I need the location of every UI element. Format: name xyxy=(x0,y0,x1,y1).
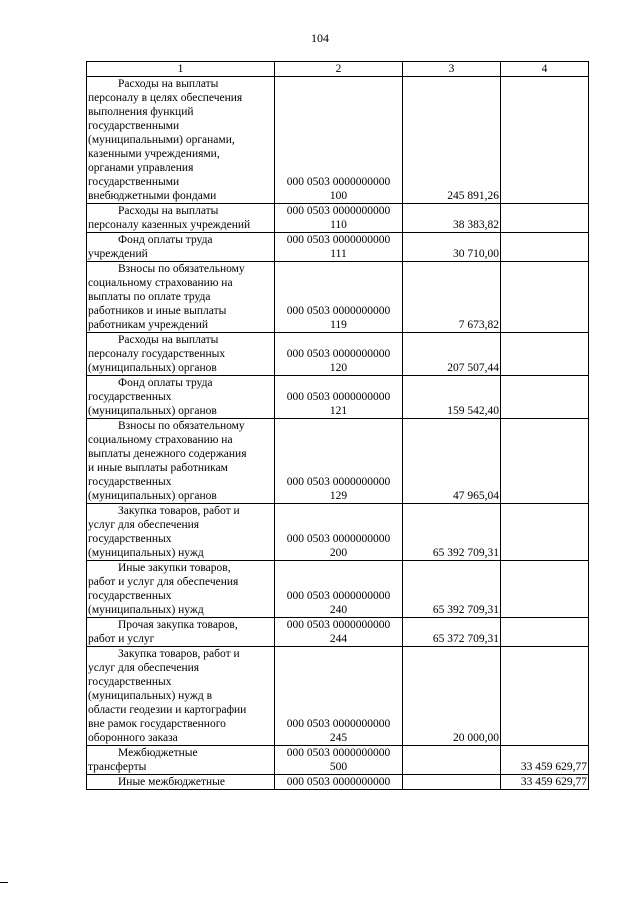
expense-name-line: выполнения функций xyxy=(88,106,194,118)
expense-name xyxy=(87,419,275,504)
expense-name-line: области геодезии и картографии xyxy=(88,704,247,716)
amount-col3: 20 000,00 xyxy=(403,647,501,746)
expense-name-line: Межбюджетные xyxy=(118,747,198,759)
expense-name-line: государственными xyxy=(88,120,180,132)
amount-col3: 30 710,00 xyxy=(403,233,501,262)
expense-name-line: (муниципальных) органов xyxy=(88,405,217,417)
table-row xyxy=(87,262,589,333)
expense-name-line: социальному страхованию на xyxy=(88,277,233,289)
expense-name-line: выплаты по оплате труда xyxy=(88,291,211,303)
expense-name-line: Иные закупки товаров, xyxy=(118,562,231,574)
budget-code-line: 111 xyxy=(330,248,347,260)
expense-name-line: Фонд оплаты труда xyxy=(118,377,213,389)
expense-name-line: Иные межбюджетные xyxy=(118,776,225,788)
table-row xyxy=(87,647,589,746)
budget-code xyxy=(275,419,403,504)
expense-name-line: социальному страхованию на xyxy=(88,434,233,446)
budget-code xyxy=(275,561,403,618)
budget-code-line: 245 xyxy=(329,732,348,744)
budget-code-line: 000 0503 0000000000 xyxy=(286,619,391,631)
expense-name xyxy=(87,746,275,775)
budget-code-line: 200 xyxy=(329,547,348,559)
expense-name-line: (муниципальных) нужд xyxy=(88,547,204,559)
table-row xyxy=(87,561,589,618)
amount-col3: 65 372 709,31 xyxy=(403,618,501,647)
budget-code xyxy=(275,77,403,204)
expense-name-line: Взносы по обязательному xyxy=(118,420,245,432)
budget-code-line: 000 0503 0000000000 xyxy=(286,176,391,188)
amount-col4 xyxy=(501,262,589,333)
table-row xyxy=(87,333,589,376)
budget-code-line: 000 0503 0000000000 xyxy=(286,476,391,488)
table-row xyxy=(87,376,589,419)
expense-name-line: Взносы по обязательному xyxy=(118,263,245,275)
expense-name-line: Закупка товаров, работ и xyxy=(118,505,240,517)
expense-name xyxy=(87,647,275,746)
expense-name-line: органами управления xyxy=(88,162,194,174)
amount-col3: 159 542,40 xyxy=(403,376,501,419)
budget-code-line: 240 xyxy=(329,604,348,616)
expense-name-line: Прочая закупка товаров, xyxy=(118,619,238,631)
budget-code xyxy=(275,233,403,262)
table-row xyxy=(87,204,589,233)
amount-col3 xyxy=(403,775,501,790)
budget-code xyxy=(275,746,403,775)
expense-name-line: выплаты денежного содержания xyxy=(88,448,247,460)
budget-code-line: 110 xyxy=(330,219,347,231)
budget-code-line: 120 xyxy=(329,362,348,374)
budget-code-line: 000 0503 0000000000 xyxy=(286,747,391,759)
budget-code-line: 000 0503 0000000000 xyxy=(286,234,391,246)
expense-name-line: работ и услуг xyxy=(88,633,155,645)
expense-name-line: государственных xyxy=(88,533,172,545)
expense-name-line: государственными xyxy=(88,176,180,188)
budget-code xyxy=(275,647,403,746)
expense-name-line: персоналу государственных xyxy=(88,348,226,360)
amount-col4 xyxy=(501,618,589,647)
amount-col4: 33 459 629,77 xyxy=(501,746,589,775)
expense-name-line: Фонд оплаты труда xyxy=(118,234,213,246)
table-row xyxy=(87,504,589,561)
expense-name-line: работников и иные выплаты xyxy=(88,305,227,317)
expense-name-line: учреждений xyxy=(88,248,148,260)
expense-name-line: государственных xyxy=(88,676,172,688)
page-number: 104 xyxy=(311,31,329,45)
amount-col4 xyxy=(501,77,589,204)
expense-name xyxy=(87,77,275,204)
expense-name-line: трансферты xyxy=(88,761,147,773)
budget-code xyxy=(275,376,403,419)
budget-table xyxy=(86,61,589,790)
amount-col3: 7 673,82 xyxy=(403,262,501,333)
expense-name-line: и иные выплаты работникам xyxy=(88,462,228,474)
amount-col4 xyxy=(501,504,589,561)
amount-col3: 65 392 709,31 xyxy=(403,561,501,618)
amount-col4 xyxy=(501,204,589,233)
amount-col4 xyxy=(501,647,589,746)
expense-name-line: Расходы на выплаты xyxy=(118,78,219,90)
expense-name-line: государственных xyxy=(88,590,172,602)
budget-code-line: 000 0503 0000000000 xyxy=(286,391,391,403)
expense-name-line: (муниципальных) органов xyxy=(88,490,217,502)
budget-code-line: 000 0503 0000000000 xyxy=(286,305,391,317)
amount-col4 xyxy=(501,561,589,618)
budget-code-line: 119 xyxy=(330,319,347,331)
amount-col4 xyxy=(501,333,589,376)
budget-code-line: 100 xyxy=(329,190,348,202)
expense-name xyxy=(87,333,275,376)
expense-name-line: Расходы на выплаты xyxy=(118,205,219,217)
column-header-3: 3 xyxy=(403,62,501,77)
amount-col3: 47 965,04 xyxy=(403,419,501,504)
table-row xyxy=(87,419,589,504)
table-row xyxy=(87,618,589,647)
amount-col4 xyxy=(501,233,589,262)
expense-name-line: работ и услуг для обеспечения xyxy=(88,576,239,588)
expense-name xyxy=(87,618,275,647)
table-row xyxy=(87,746,589,775)
budget-code-line: 000 0503 0000000000 xyxy=(286,776,391,788)
amount-col3: 38 383,82 xyxy=(403,204,501,233)
expense-name-line: оборонного заказа xyxy=(88,732,178,744)
expense-name-line: государственных xyxy=(88,476,172,488)
table-header-row xyxy=(87,62,589,77)
budget-code-line: 121 xyxy=(329,405,348,417)
amount-col3 xyxy=(403,746,501,775)
expense-name-line: персоналу в целях обеспечения xyxy=(88,92,243,104)
budget-code xyxy=(275,262,403,333)
column-header-1: 1 xyxy=(87,62,275,77)
budget-code-line: 244 xyxy=(329,633,348,645)
expense-name-line: (муниципальных) нужд в xyxy=(88,690,213,702)
expense-name-line: (муниципальных) органов xyxy=(88,362,217,374)
amount-col3: 207 507,44 xyxy=(403,333,501,376)
table-row xyxy=(87,775,589,790)
budget-code xyxy=(275,204,403,233)
expense-name xyxy=(87,204,275,233)
expense-name xyxy=(87,262,275,333)
budget-code xyxy=(275,775,403,790)
expense-name-line: (муниципальных) нужд xyxy=(88,604,204,616)
budget-code xyxy=(275,504,403,561)
expense-name xyxy=(87,233,275,262)
table-row xyxy=(87,77,589,204)
amount-col3: 65 392 709,31 xyxy=(403,504,501,561)
column-header-2: 2 xyxy=(275,62,403,77)
budget-code-line: 000 0503 0000000000 xyxy=(286,205,391,217)
budget-code xyxy=(275,618,403,647)
expense-name xyxy=(87,376,275,419)
expense-name xyxy=(87,775,275,790)
budget-code-line: 000 0503 0000000000 xyxy=(286,718,391,730)
expense-name-line: персоналу казенных учреждений xyxy=(88,219,251,231)
budget-code-line: 129 xyxy=(329,490,348,502)
expense-name xyxy=(87,504,275,561)
expense-name-line: вне рамок государственного xyxy=(88,718,226,730)
amount-col4 xyxy=(501,419,589,504)
expense-name-line: государственных xyxy=(88,391,172,403)
amount-col4 xyxy=(501,376,589,419)
expense-name-line: услуг для обеспечения xyxy=(88,519,200,531)
expense-name-line: услуг для обеспечения xyxy=(88,662,200,674)
expense-name-line: казенными учреждениями, xyxy=(88,148,220,160)
amount-col4: 33 459 629,77 xyxy=(501,775,589,790)
amount-col3: 245 891,26 xyxy=(403,77,501,204)
expense-name-line: (муниципальными) органами, xyxy=(88,134,235,146)
table-row xyxy=(87,233,589,262)
expense-name xyxy=(87,561,275,618)
expense-name-line: Закупка товаров, работ и xyxy=(118,648,240,660)
budget-code xyxy=(275,333,403,376)
column-header-4: 4 xyxy=(501,62,589,77)
budget-code-line: 000 0503 0000000000 xyxy=(286,533,391,545)
expense-name-line: Расходы на выплаты xyxy=(118,334,219,346)
budget-code-line: 000 0503 0000000000 xyxy=(286,348,391,360)
expense-name-line: внебюджетными фондами xyxy=(88,190,217,202)
margin-mark xyxy=(0,882,8,883)
budget-code-line: 500 xyxy=(329,761,348,773)
expense-name-line: работникам учреждений xyxy=(88,319,209,331)
budget-code-line: 000 0503 0000000000 xyxy=(286,590,391,602)
